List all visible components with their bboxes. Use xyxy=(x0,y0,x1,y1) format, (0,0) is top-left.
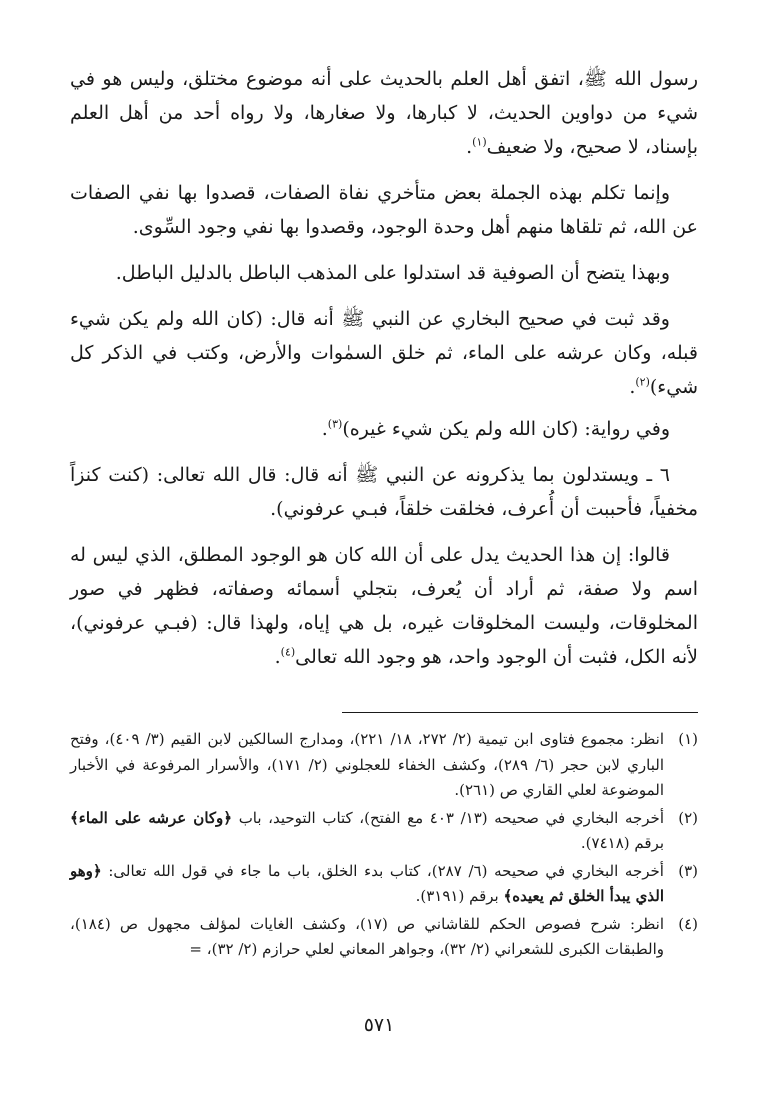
paragraph-7-text: قالوا: إن هذا الحديث يدل على أن الله كان هو الوجود المطلق، الذي ليس له اسم ولا صفة، ثم أراد أن يُعرف، بتجلي أسمائه وصفاته، فظهر في صور المخلوقات، وليست المخلوقات غيره، بل هي إياه، ولهذا قال: (فبـي عرفوني)، لأنه الكل، فثبت أن الوجود واحد، هو وجود الله تعالى xyxy=(70,544,698,668)
paragraph-1-text: رسول الله ﷺ، اتفق أهل العلم بالحديث على أنه موضوع مختلق، وليس هو في شيء من دواوين الحديث، لا كبارها، ولا صغارها، ولا رواه أحد من أهل العلم بإسناد، لا صحيح، ولا ضعيف xyxy=(70,68,698,158)
footnote-text: انظر: مجموع فتاوى ابن تيمية (٢/ ٢٧٢، ١٨/ ٢٢١)، ومدارج السالكين لابن القيم (٣/ ٤٠٩)، وفتح الباري لابن حجر (٦/ ٢٨٩)، وكشف الخفاء للعجلوني (٢/ ١٧١)، والأسرار المرفوعة في الأخبار الموضوعة لعلي القاري ص (٢٦١). xyxy=(70,730,664,799)
footnote-tail: برقم (٣١٩١). xyxy=(415,887,499,905)
paragraph-5 xyxy=(70,412,698,446)
footnote-number: (١) xyxy=(678,730,698,748)
footnotes xyxy=(70,727,698,965)
paragraph-7-end: . xyxy=(274,646,281,668)
footnote-2 xyxy=(70,806,698,857)
footnote-ref-4: (٤) xyxy=(280,645,296,659)
paragraph-6: ٦ ـ ويستدلون بما يذكرونه عن النبي ﷺ أنه قال: قال الله تعالى: (كنت كنزاً مخفياً، فأحببت أن أُعرف، فخلقت خلقاً، فبـي عرفوني). xyxy=(70,464,698,520)
paragraph-4-end: . xyxy=(629,376,636,398)
footnote-ref-2: (٢) xyxy=(635,375,650,389)
paragraph-5-end: . xyxy=(321,418,328,440)
footnote-text: أخرجه البخاري في صحيحه (١٣/ ٤٠٣ مع الفتح)، كتاب التوحيد، باب xyxy=(238,808,664,827)
footnote-ref-1: (١) xyxy=(472,135,487,149)
main-text xyxy=(70,62,698,686)
paragraph-2: وإنما تكلم بهذه الجملة بعض متأخري نفاة الصفات، قصدوا بها نفي الصفات عن الله، ثم تلقاها منهم أهل وحدة الوجود، وقصدوا بها نفي وجود السِّوى. xyxy=(70,182,698,238)
paragraph-4-text: وقد ثبت في صحيح البخاري عن النبي ﷺ أنه قال: (كان الله ولم يكن شيء قبله، وكان عرشه على الماء، ثم خلق السمٰوات والأرض، وكتب في الذكر كل شيء) xyxy=(70,308,698,398)
paragraph-4 xyxy=(70,302,698,404)
footnote-text: أخرجه البخاري في صحيحه (٦/ ٢٨٧)، كتاب بدء الخلق، باب ما جاء في قول الله تعالى: xyxy=(108,861,664,880)
footnote-4 xyxy=(70,912,698,963)
footnote-number: (٢) xyxy=(678,808,698,827)
footnote-number: (٤) xyxy=(678,914,698,933)
footnote-1 xyxy=(70,727,698,804)
footnote-3 xyxy=(70,859,698,910)
paragraph-1 xyxy=(70,62,698,164)
footnote-number: (٣) xyxy=(678,861,698,880)
paragraph-5-text: وفي رواية: (كان الله ولم يكن شيء غيره) xyxy=(342,418,670,440)
footnote-tail: برقم (٧٤١٨). xyxy=(580,834,664,852)
paragraph-1-end: . xyxy=(466,136,473,158)
paragraph-3: وبهذا يتضح أن الصوفية قد استدلوا على المذهب الباطل بالدليل الباطل. xyxy=(115,262,670,284)
footnote-quran-title: ﴿وهو الذي يبدأ الخلق ثم يعيده﴾ xyxy=(70,861,664,905)
footnote-quran-title: ﴿وكان عرشه على الماء﴾ xyxy=(70,808,233,827)
paragraph-7 xyxy=(70,538,698,674)
page-number: ٥٧١ xyxy=(363,1014,395,1036)
footnote-divider xyxy=(342,712,698,713)
footnote-text: انظر: شرح فصوص الحكم للقاشاني ص (١٧)، وكشف الغايات لمؤلف مجهول ص (١٨٤)، والطبقات الكبرى للشعراني (٢/ ٣٢)، وجواهر المعاني لعلي حرازم (٢/ ٣٢)، = xyxy=(70,914,664,958)
footnote-ref-3: (٣) xyxy=(327,417,343,431)
